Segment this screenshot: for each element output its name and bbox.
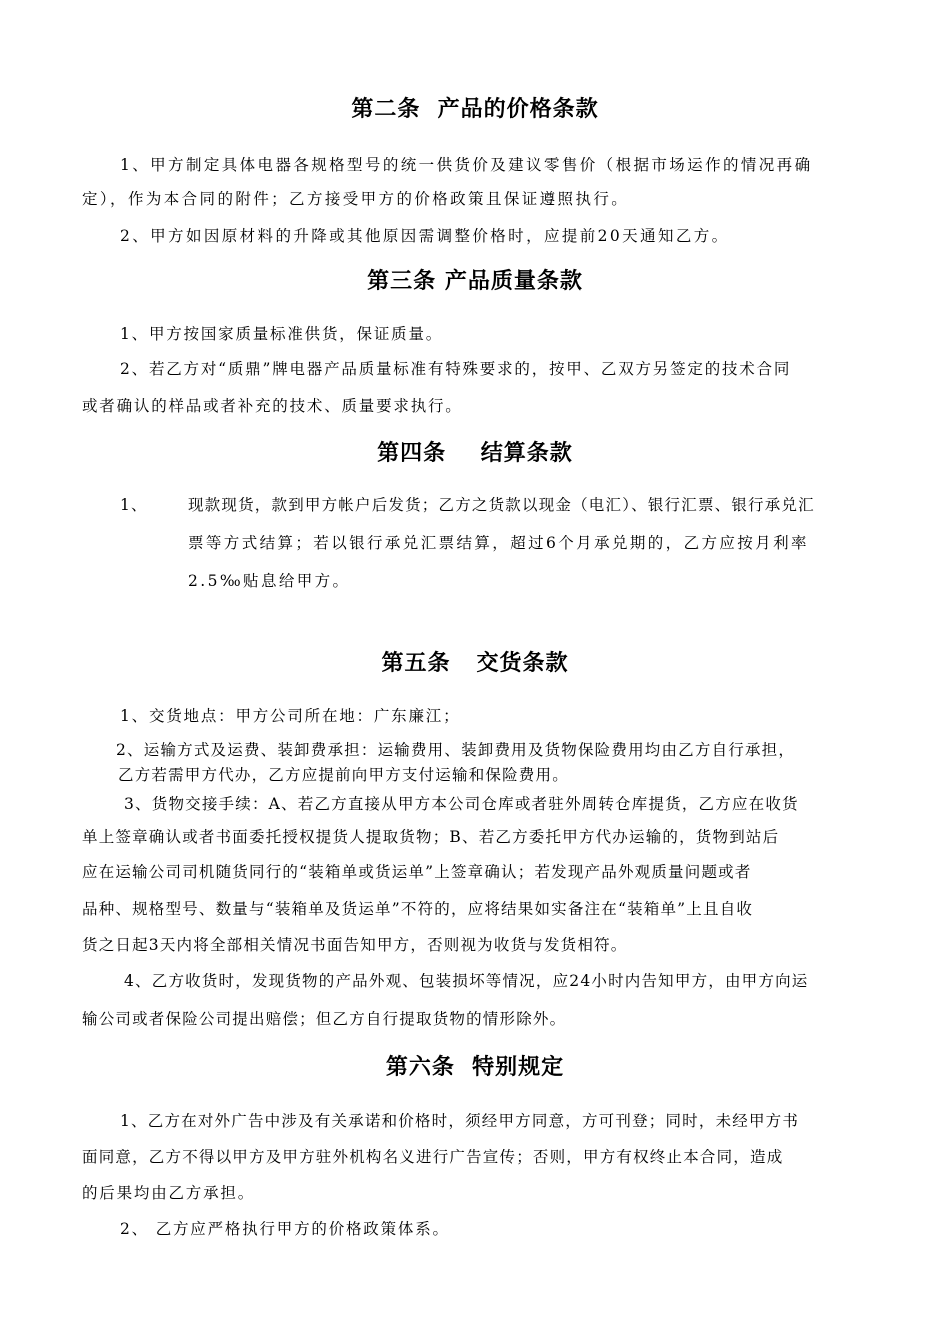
- section-4-item-number: 1、: [120, 496, 148, 514]
- section-4-line-2: 票等方式结算；若以银行承兑汇票结算，超过6个月承兑期的，乙方应按月利率: [188, 534, 809, 552]
- section-5-line-10: 输公司或者保险公司提出赔偿；但乙方自行提取货物的情形除外。: [82, 1010, 567, 1028]
- section-5-line-4: 3、货物交接手续：A、若乙方直接从甲方本公司仓库或者驻外周转仓库提货，乙方应在收货: [124, 795, 799, 813]
- section-5-line-7: 品种、规格型号、数量与“装箱单及货运单”不符的，应将结果如实备注在“装箱单”上且自收: [82, 900, 754, 918]
- section-5-title: 第五条 交货条款: [381, 650, 569, 676]
- section-3-line-1: 1、甲方按国家质量标准供货，保证质量。: [120, 325, 444, 343]
- section-3-line-2: 2、若乙方对“质鼎”牌电器产品质量标准有特殊要求的，按甲、乙双方另签定的技术合同: [120, 360, 792, 378]
- section-6-line-3: 的后果均由乙方承担。: [82, 1184, 256, 1202]
- section-5-line-8: 货之日起3天内将全部相关情况书面告知甲方，否则视为收货与发货相符。: [82, 936, 628, 954]
- section-6-line-1: 1、乙方在对外广告中涉及有关承诺和价格时，须经甲方同意，方可刊登；同时，未经甲方书: [120, 1112, 800, 1130]
- section-5-line-9: 4、乙方收货时，发现货物的产品外观、包装损坏等情况，应24小时内告知甲方，由甲方向运: [124, 972, 809, 990]
- section-6-title: 第六条 特别规定: [385, 1054, 565, 1080]
- section-3-title: 第三条 产品质量条款: [367, 268, 583, 294]
- section-4-line-3: 2.5‰贴息给甲方。: [188, 572, 351, 590]
- section-4-title: 第四条 结算条款: [377, 440, 573, 466]
- section-5-line-3: 乙方若需甲方代办，乙方应提前向甲方支付运输和保险费用。: [118, 766, 569, 784]
- section-2-line-2: 定），作为本合同的附件；乙方接受甲方的价格政策且保证遵照执行。: [82, 190, 630, 208]
- section-5-line-5: 单上签章确认或者书面委托授权提货人提取货物；B、若乙方委托甲方代办运输的，货物到站后: [82, 828, 780, 846]
- section-2-line-1: 1、甲方制定具体电器各规格型号的统一供货价及建议零售价（根据市场运作的情况再确: [120, 156, 813, 174]
- section-5-line-1: 1、交货地点：甲方公司所在地：广东廉江；: [120, 707, 461, 725]
- section-5-line-2: 2、运输方式及运费、装卸费承担：运输费用、装卸费用及货物保险费用均由乙方自行承担，: [116, 741, 796, 759]
- section-2-title: 第二条 产品的价格条款: [351, 96, 599, 122]
- section-5-line-6: 应在运输公司司机随货同行的“装箱单或货运单”上签章确认；若发现产品外观质量问题或者: [82, 863, 752, 881]
- section-3-line-3: 或者确认的样品或者补充的技术、质量要求执行。: [82, 397, 463, 415]
- section-2-line-3: 2、甲方如因原材料的升降或其他原因需调整价格时，应提前20天通知乙方。: [120, 227, 730, 245]
- section-4-line-1: 现款现货，款到甲方帐户后发货；乙方之货款以现金（电汇）、银行汇票、银行承兑汇: [188, 496, 815, 514]
- section-6-line-4: 2、 乙方应严格执行甲方的价格政策体系。: [120, 1220, 450, 1238]
- section-6-line-2: 面同意，乙方不得以甲方及甲方驻外机构名义进行广告宣传；否则，甲方有权终止本合同，造成: [82, 1148, 784, 1166]
